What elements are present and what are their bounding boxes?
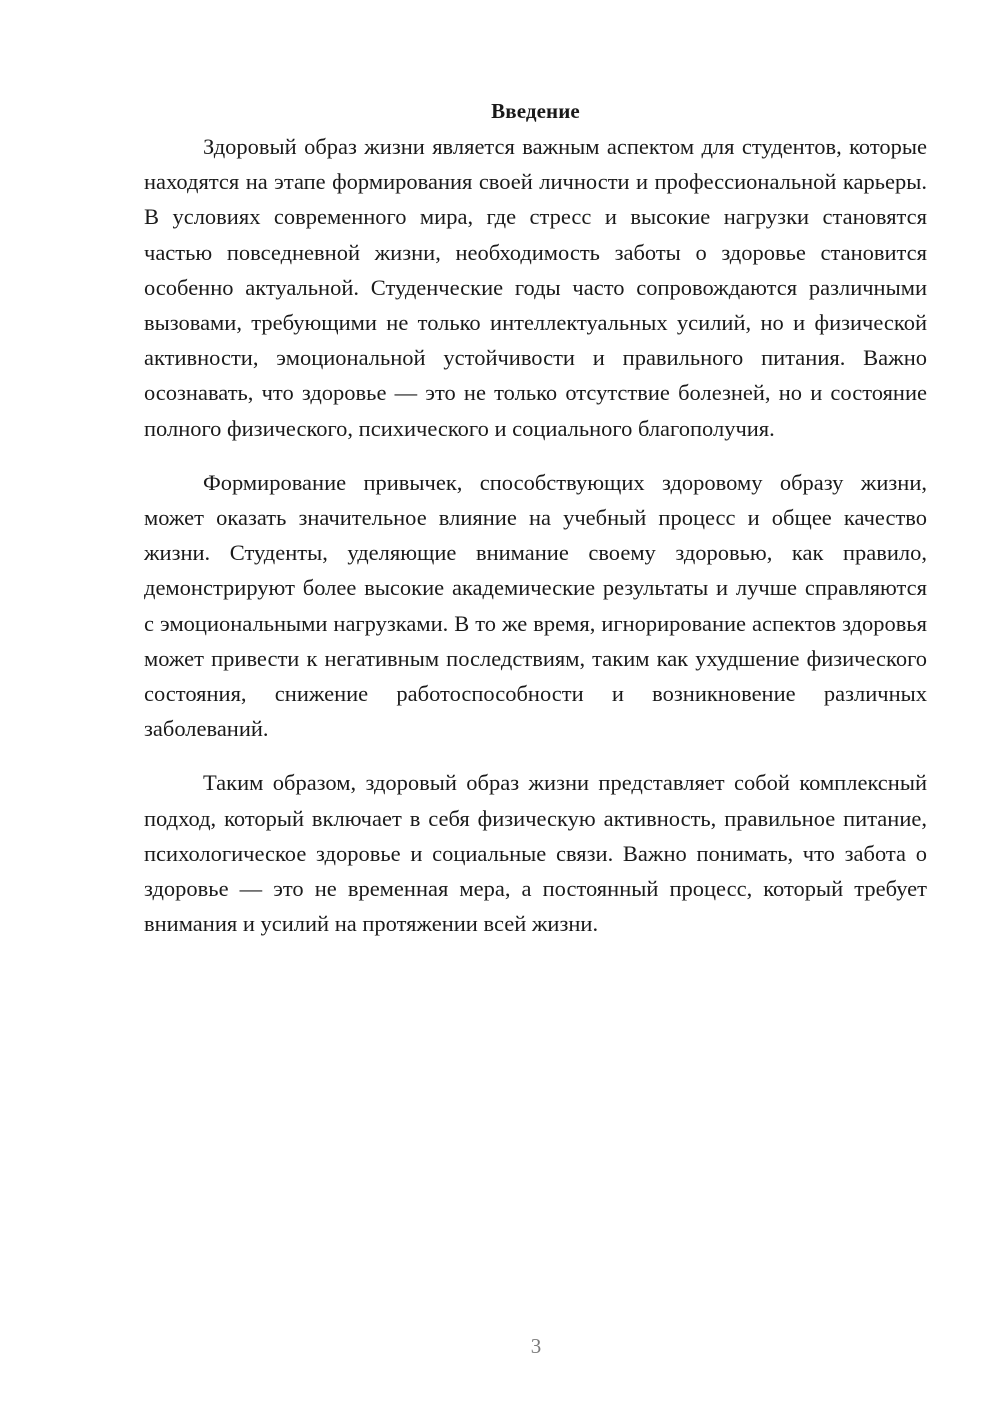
section-heading: Введение [491,99,580,123]
paragraph-habits: Формирование привычек, способствующих здоровому образу жизни, может оказать значительное влияние на учебный процесс и общее качество жизни. Студенты, уделяющие внимание своему здоровью, как правило, демонстрируют более высокие академические результаты и лучше справляются с эмоциональными нагрузками. В то же время, игнорирование аспектов здоровья может привести к негативным последствиям, таким как ухудшение физического состояния, снижение работоспособности и возникновение различных заболеваний. [144,469,927,742]
paragraph-conclusion: Таким образом, здоровый образ жизни представляет собой комплексный подход, который включает в себя физическую активность, правильное питание, психологическое здоровье и социальные связи. Важно понимать, что забота о здоровье — это не временная мера, а постоянный процесс, который требует внимания и усилий на протяжении всей жизни. [144,770,927,937]
page-content [144,94,927,941]
page-number: 3 [530,1334,542,1358]
paragraph-intro: Здоровый образ жизни является важным аспектом для студентов, которые находятся на этапе формирования своей личности и профессиональной карьеры. В условиях современного мира, где стресс и высокие нагрузки становятся частью повседневной жизни, необходимость заботы о здоровье становится особенно актуальной. Студенческие годы часто сопровождаются различными вызовами, требующими не только интеллектуальных усилий, но и физической активности, эмоциональной устойчивости и правильного питания. Важно осознавать, что здоровье — это не только отсутствие болезней, но и состояние полного физического, психического и социального благополучия. [144,134,927,441]
